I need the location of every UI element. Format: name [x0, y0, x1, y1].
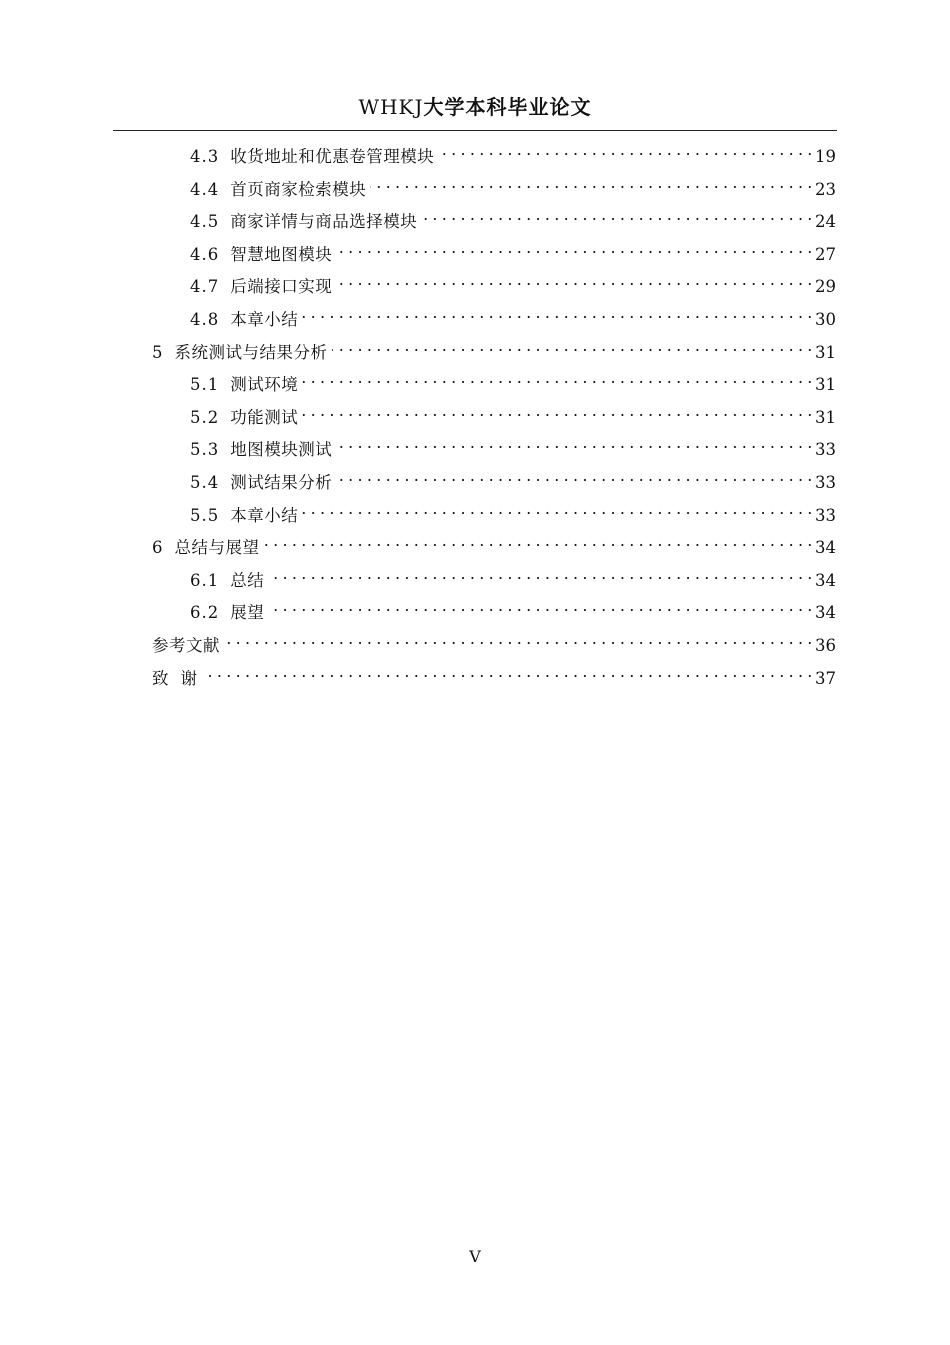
- toc-dot-leader: [421, 203, 812, 227]
- toc-dot-leader: [302, 399, 812, 423]
- toc-entry-number: 6.1: [190, 570, 220, 590]
- toc-entry-number: 5.2: [190, 407, 220, 427]
- toc-entry-title: 总结: [230, 570, 265, 590]
- toc-dot-leader: [302, 497, 812, 521]
- toc-entry-number: 5: [152, 342, 164, 362]
- toc-entry-page: 31: [815, 407, 836, 427]
- page-number: V: [469, 1247, 481, 1266]
- toc-dot-leader: [264, 529, 813, 553]
- toc-dot-leader: [302, 301, 812, 325]
- toc-entry-page: 23: [815, 179, 836, 199]
- page-header: [113, 92, 837, 122]
- toc-dot-leader: [336, 464, 812, 488]
- toc-entry-title: 后端接口实现: [230, 277, 333, 297]
- toc-entry[interactable]: [190, 399, 836, 427]
- toc-entry[interactable]: [152, 334, 836, 362]
- toc-entry[interactable]: [190, 497, 836, 525]
- toc-entry[interactable]: [190, 138, 836, 166]
- toc-entry-title: 致 谢: [152, 668, 198, 688]
- toc-entry-title: 商家详情与商品选择模块: [230, 212, 418, 232]
- toc-dot-leader: [202, 660, 813, 684]
- toc-entry-title: 首页商家检索模块: [230, 179, 367, 199]
- toc-entry-page: 34: [815, 603, 836, 623]
- toc-entry-page: 30: [815, 310, 836, 329]
- toc-entry[interactable]: [190, 464, 836, 492]
- toc-dot-leader: [268, 594, 812, 618]
- toc-entry-number: 5.4: [190, 473, 220, 492]
- toc-dot-leader: [224, 627, 812, 651]
- toc-entry[interactable]: [190, 301, 836, 329]
- toc-entry-title: 总结与展望: [174, 538, 260, 558]
- toc-entry[interactable]: [152, 660, 836, 688]
- toc-entry-title: 功能测试: [230, 407, 299, 427]
- toc-entry-title: 智慧地图模块: [230, 244, 333, 264]
- toc-dot-leader: [336, 268, 812, 292]
- toc-entry-page: 34: [815, 538, 836, 558]
- toc-entry[interactable]: [152, 627, 836, 655]
- toc-entry-number: 4.6: [190, 244, 220, 264]
- toc-entry-page: 33: [815, 473, 836, 492]
- header-rule: [113, 130, 837, 131]
- toc-dot-leader: [370, 171, 812, 195]
- toc-entry-page: 33: [815, 505, 836, 525]
- toc-entry-title: 收货地址和优惠卷管理模块: [230, 147, 435, 166]
- toc-entry-title: 展望: [230, 603, 265, 623]
- toc-entry[interactable]: [190, 431, 836, 460]
- toc-entry-number: 4.5: [190, 212, 220, 232]
- toc-entry-number: 6.2: [190, 603, 220, 623]
- toc-entry-page: 31: [815, 342, 836, 362]
- toc-entry-number: 5.5: [190, 505, 220, 525]
- toc-entry-page: 34: [815, 570, 836, 590]
- toc-entry-page: 33: [815, 440, 836, 460]
- toc-dot-leader: [268, 562, 812, 586]
- toc-dot-leader: [332, 334, 813, 358]
- toc-entry-number: 6: [152, 538, 164, 558]
- header-school-title: 大学本科毕业论文: [423, 95, 592, 119]
- toc-entry[interactable]: [190, 171, 836, 199]
- toc-entry[interactable]: [190, 268, 836, 297]
- toc-entry-title: 系统测试与结果分析: [174, 342, 328, 362]
- toc-dot-leader: [302, 366, 812, 390]
- toc-entry-title: 测试结果分析: [230, 473, 333, 492]
- toc-entry[interactable]: [190, 203, 836, 232]
- toc-entry[interactable]: [152, 529, 836, 558]
- toc-entry[interactable]: [190, 366, 836, 395]
- toc-entry-number: 5.1: [190, 375, 220, 395]
- toc-entry-number: 4.3: [190, 147, 220, 166]
- toc-entry-title: 本章小结: [230, 310, 299, 329]
- toc-entry-title: 本章小结: [230, 505, 299, 525]
- toc-entry-page: 37: [815, 668, 836, 688]
- toc-dot-leader: [438, 138, 812, 162]
- toc-entry[interactable]: [190, 236, 836, 264]
- toc-entry-page: 27: [815, 244, 836, 264]
- toc-entry-number: 4.8: [190, 310, 220, 329]
- toc-entry-page: 29: [815, 277, 836, 297]
- toc-entry-page: 19: [815, 147, 836, 166]
- toc-entry-page: 36: [815, 636, 836, 655]
- toc-entry[interactable]: [190, 562, 836, 590]
- toc-entry-number: 4.7: [190, 277, 220, 297]
- toc-entry[interactable]: [190, 594, 836, 623]
- toc-entry-page: 24: [815, 212, 836, 232]
- toc-entry-title: 参考文献: [152, 636, 220, 655]
- toc-entry-title: 地图模块测试: [230, 440, 333, 460]
- toc-dot-leader: [336, 236, 812, 260]
- toc-entry-number: 5.3: [190, 440, 220, 460]
- toc-entry-title: 测试环境: [230, 375, 299, 395]
- toc-dot-leader: [336, 431, 812, 455]
- header-prefix: WHKJ: [358, 95, 424, 119]
- toc-entry-page: 31: [815, 375, 836, 395]
- toc-entry-number: 4.4: [190, 179, 220, 199]
